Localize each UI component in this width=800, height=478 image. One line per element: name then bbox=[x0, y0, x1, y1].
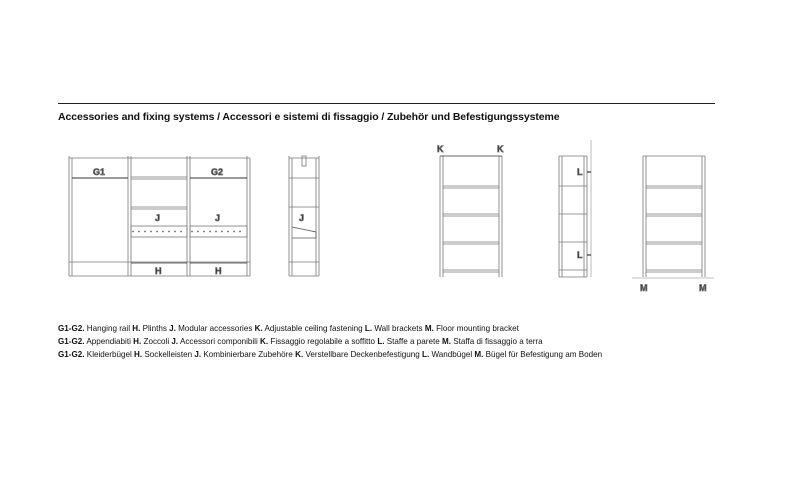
label-h-left: H bbox=[155, 266, 162, 276]
label-j-side: J bbox=[299, 213, 305, 223]
label-g1: G1 bbox=[93, 167, 106, 177]
drawing-floor-bracket bbox=[632, 156, 714, 278]
label-m-left: M bbox=[640, 283, 648, 293]
legend-line-de: G1-G2. Kleiderbügel H. Sockelleisten J. Kombinierbare Zubehöre K. Verstellbare Deckenbefestigung L. Wandbügel M. Bügel für Befestigung am Boden bbox=[58, 350, 603, 359]
label-l-bottom: L bbox=[577, 250, 583, 260]
legend-line-it: G1-G2. Appendiabiti H. Zoccoli J. Accessori componibili K. Fissaggio regolabile a soffitto L. Staffe a parete M. Staffa di fissaggio a terra bbox=[58, 337, 543, 346]
drawing-wall-brackets bbox=[559, 140, 591, 277]
label-h-right: H bbox=[215, 266, 222, 276]
page-title: Accessories and fixing systems / Accessori e sistemi di fissaggio / Zubehör und Befestigungssysteme bbox=[58, 111, 560, 123]
legend bbox=[58, 322, 602, 361]
accessory-dots bbox=[132, 231, 241, 233]
label-l-top: L bbox=[577, 167, 583, 177]
label-m-right: M bbox=[699, 283, 707, 293]
drawing-ceiling-fastening bbox=[440, 156, 502, 277]
legend-line-en: G1-G2. Hanging rail H. Plinths J. Modular accessories K. Adjustable ceiling fastening L. Wall brackets M. Floor mounting bracket bbox=[58, 324, 519, 333]
label-k-right: K bbox=[497, 144, 504, 154]
label-g2: G2 bbox=[211, 167, 224, 177]
label-k-left: K bbox=[437, 144, 444, 154]
label-j-right: J bbox=[215, 213, 221, 223]
label-j-left: J bbox=[155, 213, 161, 223]
